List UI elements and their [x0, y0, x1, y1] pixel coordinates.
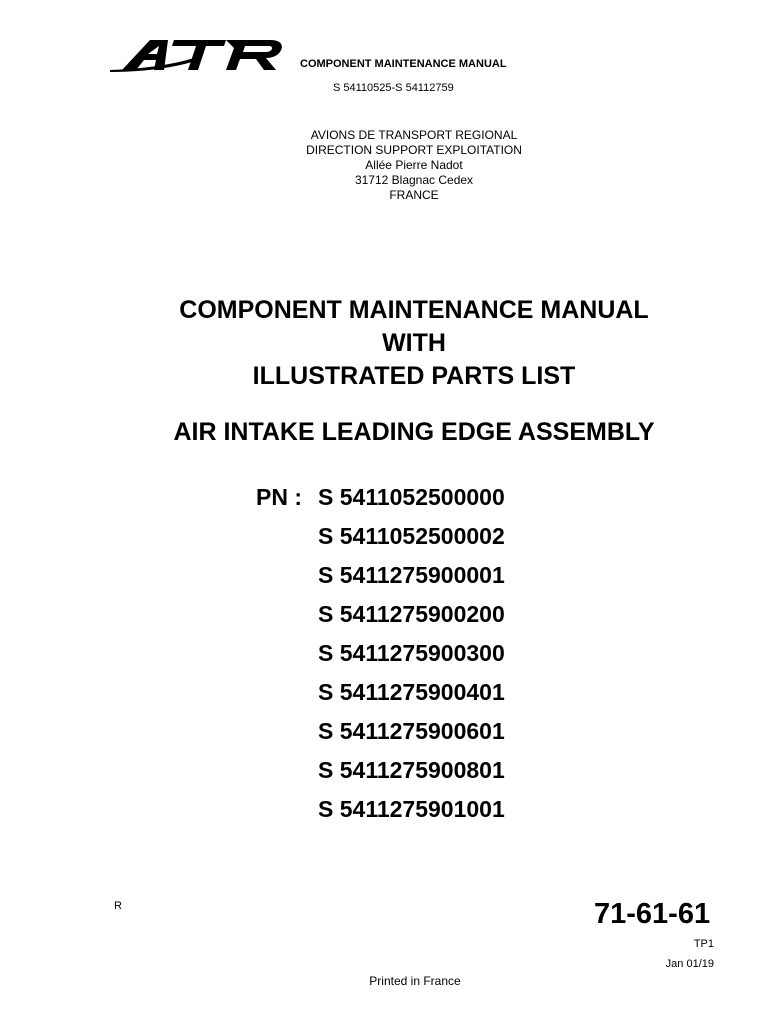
- part-number-label: PN :: [256, 484, 302, 510]
- title-line: COMPONENT MAINTENANCE MANUAL: [179, 296, 649, 324]
- atr-logo: [108, 36, 284, 76]
- header-manual-title: COMPONENT MAINTENANCE MANUAL: [300, 58, 507, 70]
- publisher-address: [228, 128, 600, 203]
- address-line: DIRECTION SUPPORT EXPLOITATION: [306, 143, 522, 157]
- address-line: FRANCE: [389, 188, 439, 202]
- part-number: S 5411275900001: [318, 562, 505, 588]
- part-number-list: [318, 482, 505, 833]
- part-number: S 5411275900801: [318, 757, 505, 783]
- part-number: S 5411275900601: [318, 718, 505, 744]
- address-line: 31712 Blagnac Cedex: [354, 173, 474, 187]
- part-number: S 5411275901001: [318, 796, 505, 822]
- part-number: S 5411052500000: [318, 484, 505, 510]
- revision-date: Jan 01/19: [665, 958, 714, 970]
- address-line: Allée Pierre Nadot: [365, 158, 463, 172]
- part-number: S 5411275900300: [318, 640, 505, 666]
- page-identifier: TP1: [693, 938, 714, 950]
- header-serial-range: S 54110525-S 54112759: [333, 82, 454, 94]
- title-line: ILLUSTRATED PARTS LIST: [252, 362, 576, 390]
- part-number: S 5411052500002: [318, 523, 505, 549]
- part-number: S 5411275900401: [318, 679, 505, 705]
- printed-in-note: Printed in France: [369, 974, 461, 988]
- chapter-number: 71-61-61: [594, 898, 711, 930]
- part-number: S 5411275900200: [318, 601, 505, 627]
- document-subject: AIR INTAKE LEADING EDGE ASSEMBLY: [173, 418, 655, 446]
- document-title: [84, 294, 744, 393]
- address-line: AVIONS DE TRANSPORT REGIONAL: [310, 128, 518, 142]
- title-line: WITH: [382, 329, 446, 357]
- revision-mark: R: [114, 900, 122, 912]
